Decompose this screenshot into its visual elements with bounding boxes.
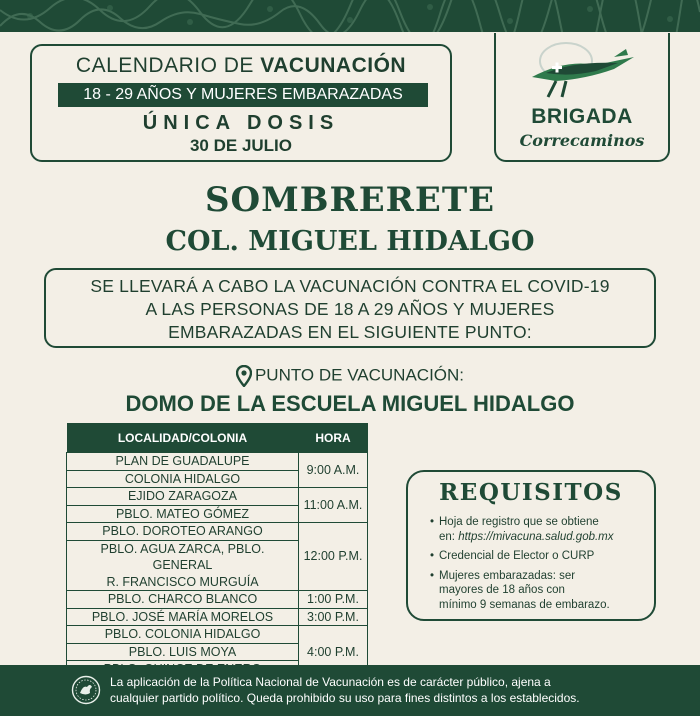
locality-cell: PBLO. LUIS MOYA [67, 643, 299, 661]
vaccination-point-text: PUNTO DE VACUNACIÓN: [254, 365, 465, 385]
colonia-title: COL. MIGUEL HIDALGO [165, 226, 535, 257]
time-cell: 12:00 P.M. [299, 523, 368, 591]
table-row [67, 488, 368, 506]
locality-cell: PBLO. CHARCO BLANCO [67, 591, 299, 609]
location-pin-icon [236, 365, 252, 387]
table-row [67, 608, 368, 626]
locality-cell: PBLO. DOROTEO ARANGO [67, 523, 299, 541]
locality-cell: PBLO. COLONIA HIDALGO [67, 626, 299, 644]
requirement-text: • Hoja de registro que se obtiene [439, 516, 599, 528]
table-header-row [67, 423, 368, 453]
schedule-table [66, 423, 368, 679]
calendar-title [32, 54, 450, 78]
footer-line-1: La aplicación de la Política Nacional de Vacunación es de carácter público, ajena a [110, 675, 551, 689]
time-cell: 9:00 A.M. [299, 453, 368, 488]
table-row [67, 626, 368, 644]
roadrunner-logo-icon [526, 39, 642, 103]
age-group-banner: 18 - 29 AÑOS Y MUJERES EMBARAZADAS [58, 83, 428, 107]
vaccination-point-label [0, 365, 700, 387]
brigade-logo-box [494, 33, 670, 162]
decorative-pattern-icon [0, 0, 700, 32]
vaccination-place: DOMO DE LA ESCUELA MIGUEL HIDALGO [125, 391, 575, 416]
requirement-item [430, 515, 652, 544]
locality-cell: PBLO. MATEO GÓMEZ [67, 505, 299, 523]
calendar-title-bold: VACUNACIÓN [260, 54, 407, 77]
brigade-name: BRIGADA [531, 105, 633, 128]
requirement-item [430, 549, 652, 564]
footer-band [0, 665, 700, 716]
header-hora: HORA [299, 423, 368, 453]
locality-cell: R. FRANCISCO MURGUÍA [67, 574, 299, 591]
time-cell: 1:00 P.M. [299, 591, 368, 609]
requirements-title: REQUISITOS [439, 479, 623, 506]
calendar-title-light: CALENDARIO DE [75, 54, 254, 77]
requirement-text: mayores de 18 años con [439, 584, 565, 596]
footer-line-2: cualquier partido político. Queda prohibido su uso para fines distintos a los establecidos. [110, 691, 580, 705]
registration-url-link[interactable]: https://mivacuna.salud.gob.mx [458, 530, 614, 543]
requirements-box [406, 470, 656, 621]
announcement-line-2: A LAS PERSONAS DE 18 A 29 AÑOS Y MUJERES [145, 299, 555, 319]
vaccination-date: 30 DE JULIO [189, 136, 293, 155]
requirement-text: • Credencial de Elector o CURP [439, 550, 595, 562]
locality-cell: PBLO. JOSÉ MARÍA MORELOS [67, 608, 299, 626]
announcement-line-3: EMBARAZADAS EN EL SIGUIENTE PUNTO: [168, 322, 532, 342]
requirement-text: • Mujeres embarazadas: ser [439, 569, 576, 582]
town-title: SOMBRERETE [204, 180, 496, 220]
time-cell: 3:00 P.M. [299, 608, 368, 626]
requirements-list [430, 515, 652, 617]
header-localidad: LOCALIDAD/COLONIA [67, 423, 299, 453]
announcement-box [44, 268, 656, 348]
announcement-text [52, 275, 648, 344]
locality-cell: COLONIA HIDALGO [67, 470, 299, 488]
announcement-line-1: SE LLEVARÁ A CABO LA VACUNACIÓN CONTRA EL COVID-19 [90, 276, 610, 296]
requirement-url-line [439, 530, 652, 545]
national-seal-icon [71, 675, 101, 705]
table-row [67, 591, 368, 609]
locality-cell: PBLO. AGUA ZARCA, PBLO. GENERAL [67, 540, 299, 574]
brigade-subname: Correcaminos [519, 131, 645, 150]
requirement-text: mínimo 9 semanas de embarazo. [439, 598, 610, 611]
locality-cell: EJIDO ZARAGOZA [67, 488, 299, 506]
top-decorative-band [0, 0, 700, 32]
calendar-header-box [30, 44, 452, 162]
table-row [67, 523, 368, 541]
dose-label: ÚNICA DOSIS [142, 112, 340, 134]
table-row [67, 453, 368, 471]
locality-cell: PLAN DE GUADALUPE [67, 453, 299, 471]
time-cell: 4:00 P.M. [299, 626, 368, 679]
requirement-item [430, 569, 652, 613]
time-cell: 11:00 A.M. [299, 488, 368, 523]
footer-legal-text [110, 674, 690, 706]
requirement-url-prefix: en: [439, 530, 459, 543]
